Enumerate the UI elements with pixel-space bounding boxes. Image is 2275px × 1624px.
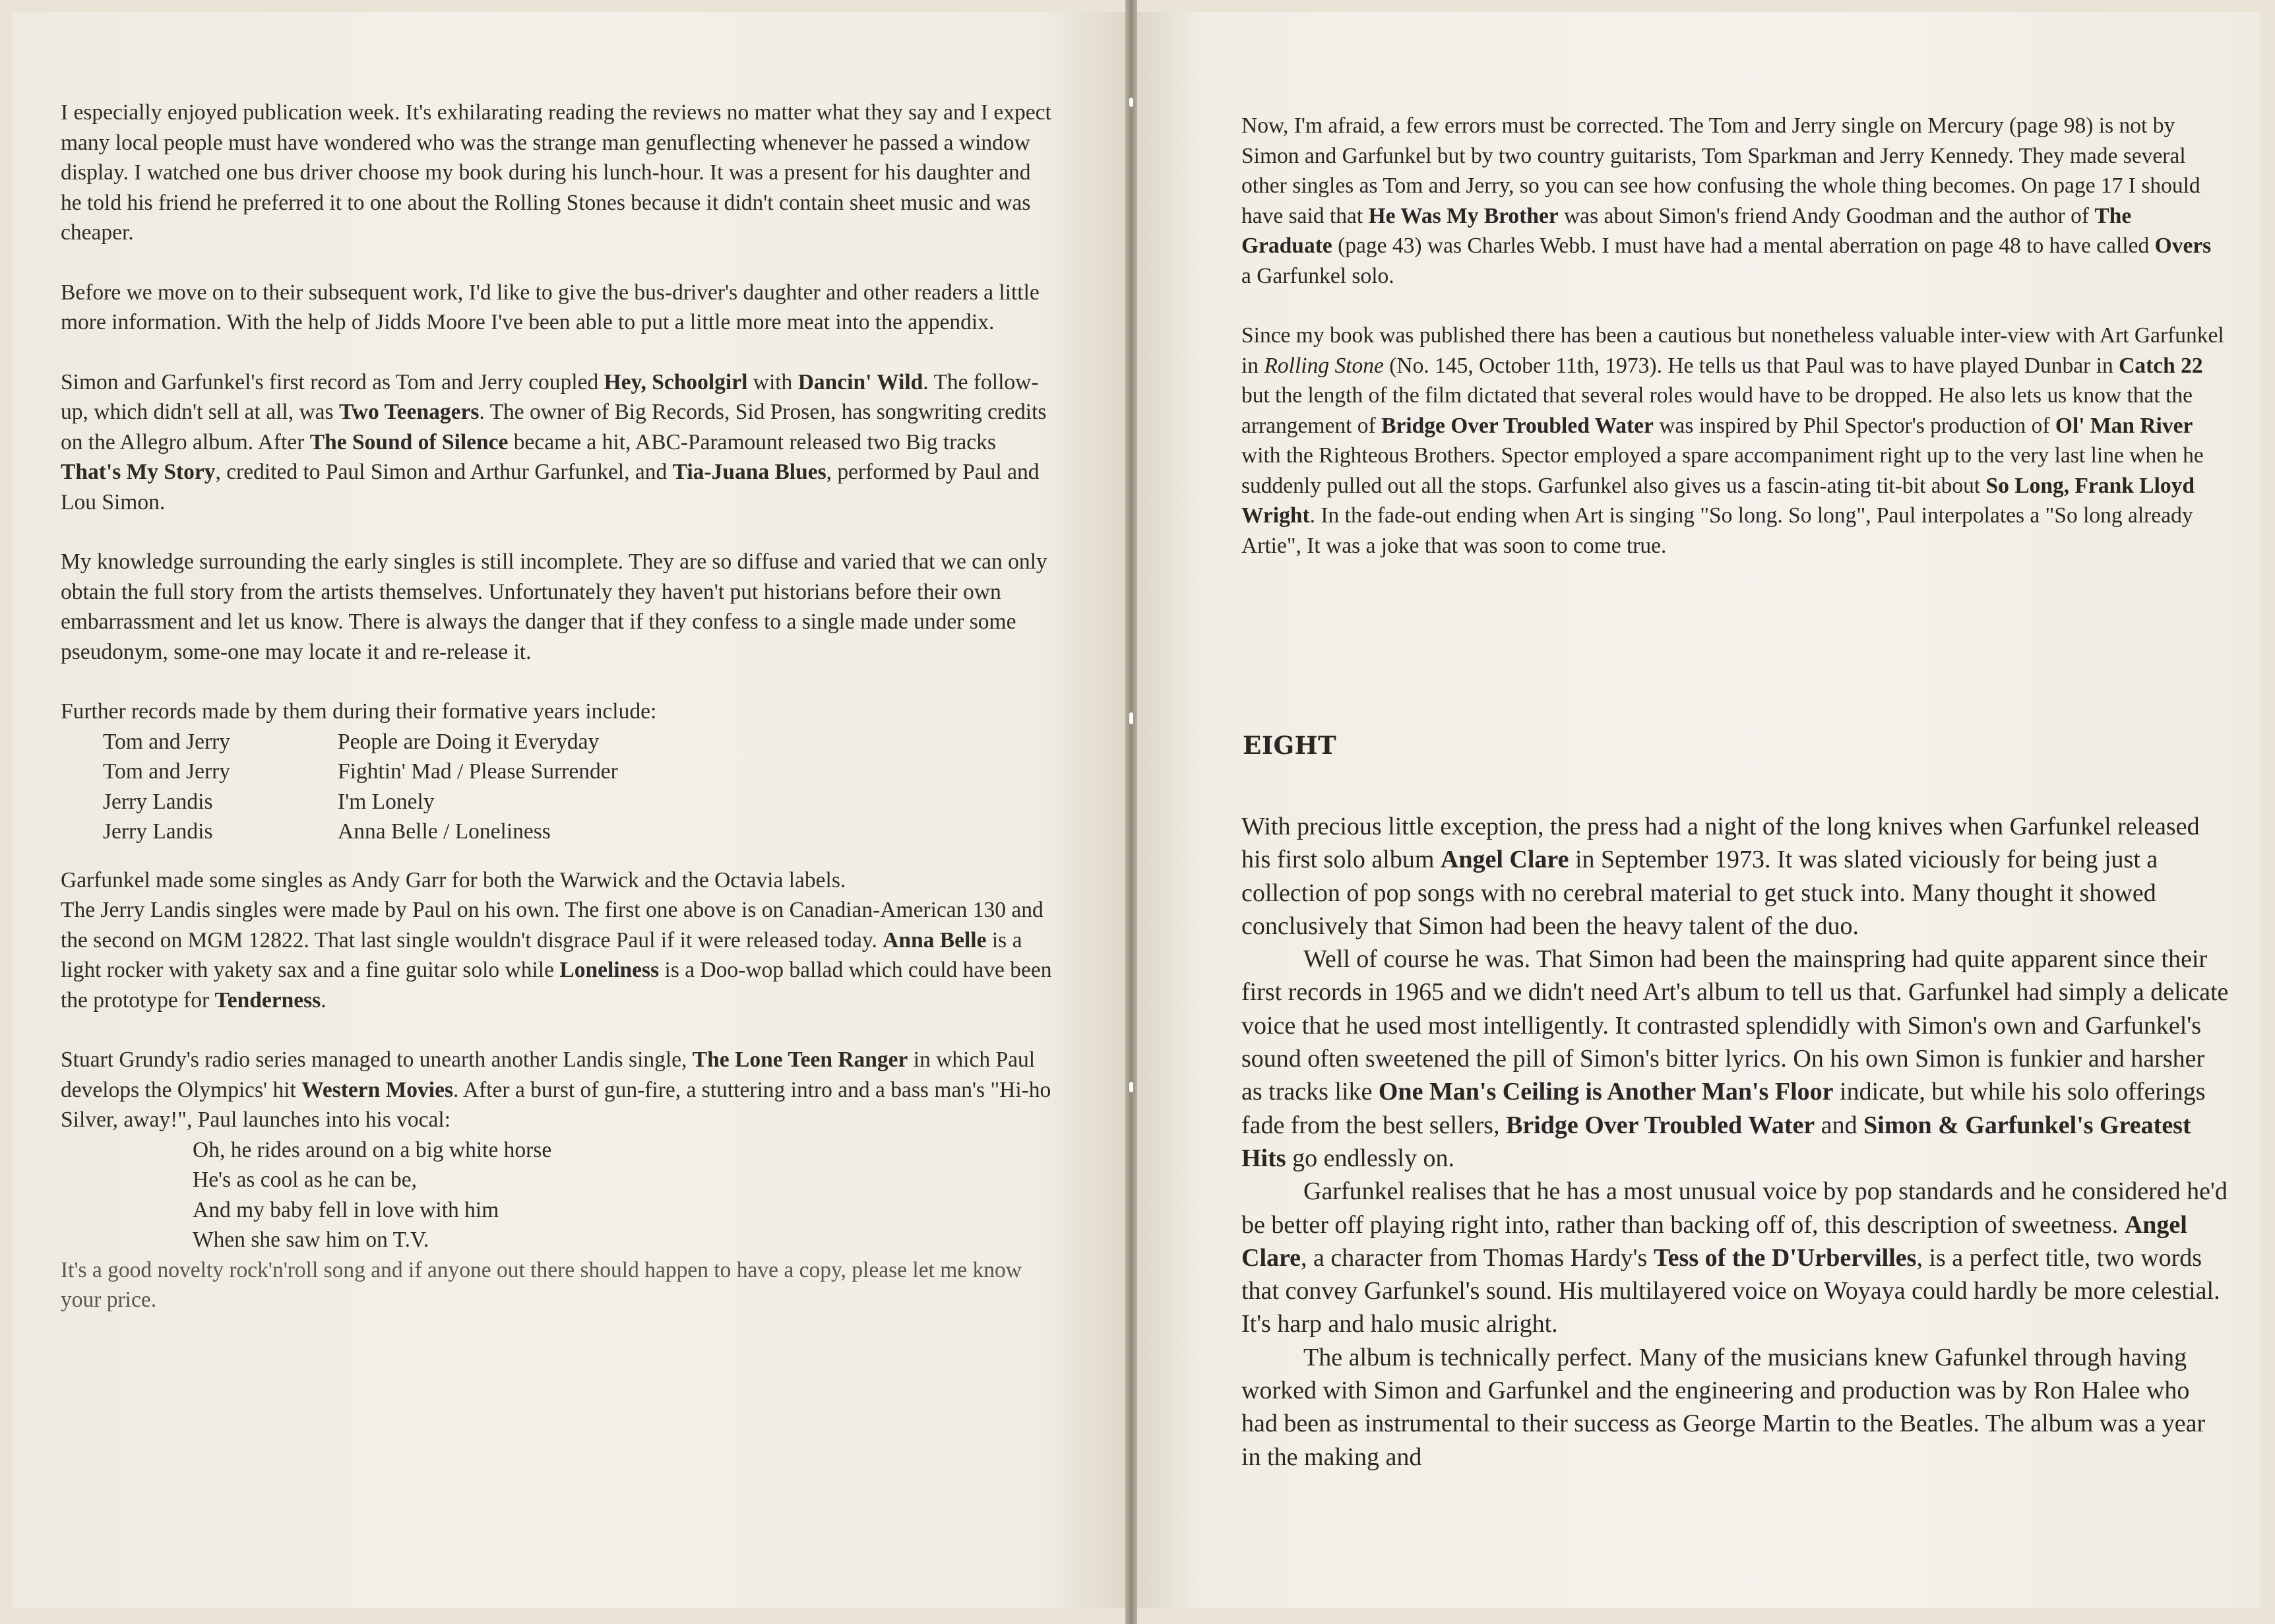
binding-slit [1129,712,1133,724]
paragraph: Simon and Garfunkel's first record as Tom and Jerry coupled Hey, Schoolgirl with Dancin' Wild. The follow-up, which didn't sell at all, was Two Teenagers. The owner of Big Records, Sid Prosen, has songwriting credits on the Allegro album. After The Sound of Silence became a hit, ABC-Paramount released two Big tracks That's My Story, credited to Paul Simon and Arthur Garfunkel, and Tia-Juana Blues, performed by Paul and Lou Simon. [61,369,1047,515]
lyric-line: Oh, he rides around on a big white horse [193,1137,552,1162]
binding-slit [1129,1082,1133,1092]
record-row: Tom and Jerry People are Doing it Everyday [103,729,600,754]
paragraph: Garfunkel made some singles as Andy Garr for both the Warwick and the Octavia labels. [61,867,846,892]
paragraph: Well of course he was. That Simon had been the mainspring had quite apparent since their first records in 1965 and we didn't need Art's album to tell us that. Garfunkel had simply a delicate voice that he used most intelligently. It contrasted splendidly with Simon's own and Garfunkel's sound often sweetened the pill of Simon's bitter lyrics. On his own Simon is funkier and harsher as tracks like One Man's Ceiling is Another Man's Floor indicate, but while his solo offerings fade from the best sellers, Bridge Over Troubled Water and Simon & Garfunkel's Greatest Hits go endlessly on. [1241,945,2229,1172]
left-page-text [61,98,1053,1315]
binding-slit [1129,98,1133,107]
chapter-heading: EIGHT [1243,731,1337,760]
paragraph: I especially enjoyed publication week. It's exhilarating reading the reviews no matter what they say and I expect many local people must have wondered who was the strange man genuflecting whenever he passed a window display. I watched one bus driver choose my book during his lunch-hour. It was a present for his daughter and he told his friend he preferred it to one about the Rolling Stones because it didn't contain sheet music and was cheaper. [61,100,1051,245]
records-intro: Further records made by them during their formative years include: [61,699,657,724]
record-row: Tom and Jerry Fightin' Mad / Please Surrender [103,759,618,784]
lyric-line: When she saw him on T.V. [193,1228,429,1252]
right-page-text-top [1241,111,2224,561]
paragraph: The album is technically perfect. Many of the musicians knew Gafunkel through having worked with Simon and Garfunkel and the engineering and production was by Ron Halee who had been as instrumental to their success as George Martin to the Beatles. The album was a year in the making and [1241,1343,2206,1471]
paragraph: My knowledge surrounding the early singles is still incomplete. They are so diffuse and varied that we can only obtain the full story from the artists themselves. Unfortunately they haven't put historians before their own embarrassment and let us know. There is always the danger that if they confess to a single made under some pseudonym, some-one may locate it and re-release it. [61,549,1047,664]
paragraph: Stuart Grundy's radio series managed to unearth another Landis single, The Lone Teen Ranger in which Paul develops the Olympics' hit Western Movies. After a burst of gun-fire, a stuttering intro and a bass man's "Hi-ho Silver, away!", Paul launches into his vocal: [61,1047,1051,1132]
record-row: Jerry Landis I'm Lonely [103,789,435,814]
paragraph: The Jerry Landis singles were made by Paul on his own. The first one above is on Canadian-American 130 and the second on MGM 12822. That last single wouldn't disgrace Paul if it were released today. Anna Belle is a light rocker with yakety sax and a fine guitar solo while Loneliness is a Doo-wop ballad which could have been the prototype for Tenderness. [61,898,1052,1013]
lyrics-block [61,1135,1053,1255]
paragraph: With precious little exception, the press had a night of the long knives when Garfunkel released his first solo album Angel Clare in September 1973. It was slated viciously for being just a collection of pop songs with no cerebral material to get stuck into. Many thought it showed conclusively that Simon had been the heavy talent of the duo. [1241,813,2200,940]
paragraph: It's a good novelty rock'n'roll song and if anyone out there should happen to have a copy, please let me know your price. [61,1257,1022,1312]
book-gutter [1125,0,1137,1624]
lyric-line: He's as cool as he can be, [193,1168,417,1192]
paragraph: Since my book was published there has been a cautious but nonetheless valuable inter-view with Art Garfunkel in Rolling Stone (No. 145, October 11th, 1973). He tells us that Paul was to have played Dunbar in Catch 22 but the length of the film dictated that several roles would have to be dropped. He also lets us know that the arrangement of Bridge Over Troubled Water was inspired by Phil Spector's production of Ol' Man River with the Righteous Brothers. Spector employed a spare accompaniment right up to the very last line when he suddenly pulled out all the stops. Garfunkel also gives us a fascin-ating tit-bit about So Long, Frank Lloyd Wright. In the fade-out ending when Art is singing "So long. So long", Paul interpolates a "So long already Artie", It was a joke that was soon to come true. [1241,323,2224,558]
records-list [61,727,618,847]
record-row: Jerry Landis Anna Belle / Loneliness [103,819,551,844]
paragraph: Now, I'm afraid, a few errors must be corrected. The Tom and Jerry single on Mercury (page 98) is not by Simon and Garfunkel but by two country guitarists, Tom Sparkman and Jerry Kennedy. They made several other singles as Tom and Jerry, so you can see how confusing the whole thing becomes. On page 17 I should have said that He Was My Brother was about Simon's friend Andy Goodman and the author of The Graduate (page 43) was Charles Webb. I must have had a mental aberration on page 48 to have called Overs a Garfunkel solo. [1241,113,2212,288]
paragraph: Before we move on to their subsequent work, I'd like to give the bus-driver's daughter and other readers a little more information. With the help of Jidds Moore I've been able to put a little more meat into the appendix. [61,280,1040,334]
right-page-text-chapter [1241,810,2231,1474]
paragraph: Garfunkel realises that he has a most unusual voice by pop standards and he considered he'd be better off playing right into, rather than backing off of, this description of sweetness. Angel Clare, a character from Thomas Hardy's Tess of the D'Urbervilles, is a perfect title, two words that convey Garfunkel's sound. His multilayered voice on Woyaya could hardly be more celestial. It's harp and halo music alright. [1241,1177,2228,1338]
lyric-line: And my baby fell in love with him [193,1197,499,1222]
